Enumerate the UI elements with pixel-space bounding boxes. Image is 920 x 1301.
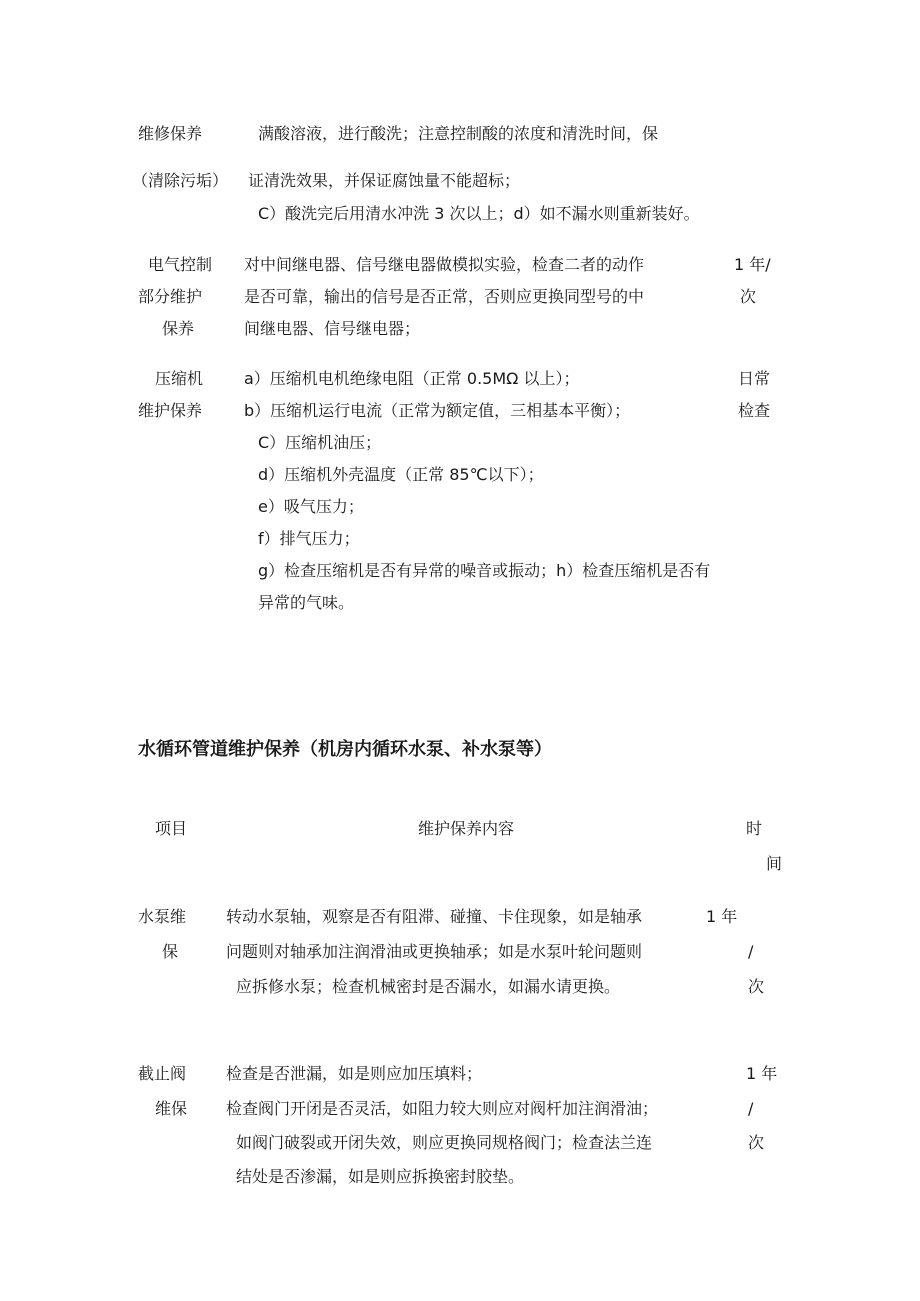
compressor-item: e）吸气压力； [258, 497, 364, 516]
electrical-content: 间继电器、信号继电器； [244, 319, 421, 338]
valve-content: 如阀门破裂或开闭失效，则应更换同规格阀门；检查法兰连 [236, 1133, 653, 1152]
compressor-item: 异常的气味。 [258, 593, 355, 612]
compressor-time: 检查 [738, 401, 771, 420]
valve-content: 结处是否渗漏，如是则应拆换密封胶垫。 [236, 1167, 525, 1186]
compressor-time: 日常 [738, 369, 771, 388]
valve-content: 检查阀门开闭是否灵活，如阻力较大则应对阀杆加注润滑油； [226, 1099, 659, 1118]
pump-time: 次 [748, 977, 765, 996]
valve-time: 1 年 [746, 1064, 778, 1083]
valve-time: / [748, 1099, 754, 1118]
header-item: 项目 [155, 819, 188, 838]
pump-content: 转动水泵轴，观察是否有阻滞、碰撞、卡住现象，如是轴承 [226, 907, 643, 926]
compressor-item: b）压缩机运行电流（正常为额定值，三相基本平衡）； [244, 401, 631, 420]
row-content: C）酸洗完后用清水冲洗 3 次以上；d）如不漏水则重新装好。 [258, 204, 700, 223]
compressor-item: a）压缩机电机绝缘电阻（正常 0.5MΩ 以上）； [244, 369, 580, 388]
valve-label: 截止阀 [138, 1064, 187, 1083]
pump-content: 问题则对轴承加注润滑油或更换轴承；如是水泵叶轮问题则 [226, 942, 643, 961]
compressor-item: f）排气压力； [258, 529, 360, 548]
compressor-label: 压缩机 [155, 369, 204, 388]
compressor-item: g）检查压缩机是否有异常的噪音或振动；h）检查压缩机是否有 [258, 561, 711, 580]
section-heading: 水循环管道维护保养（机房内循环水泵、补水泵等） [138, 739, 552, 760]
pump-time: / [748, 942, 754, 961]
row-content: 证清洗效果，并保证腐蚀量不能超标； [248, 171, 521, 190]
compressor-item: C）压缩机油压； [258, 433, 382, 452]
electrical-label: 部分维护 [138, 287, 203, 306]
row-label-scale-removal: （清除污垢） [132, 171, 229, 190]
header-time: 间 [766, 854, 783, 873]
pump-content: 应拆修水泵；检查机械密封是否漏水，如漏水请更换。 [236, 977, 621, 996]
header-time: 时 [746, 819, 763, 838]
row-content: 满酸溶液，进行酸洗；注意控制酸的浓度和清洗时间，保 [258, 124, 659, 143]
pump-time: 1 年 [706, 907, 738, 926]
electrical-time: 1 年/ [734, 255, 771, 274]
electrical-time: 次 [740, 287, 757, 306]
row-label-maintenance: 维修保养 [138, 124, 203, 143]
header-content: 维护保养内容 [418, 819, 515, 838]
electrical-label: 电气控制 [148, 255, 213, 274]
electrical-content: 是否可靠，输出的信号是否正常，否则应更换同型号的中 [244, 287, 645, 306]
compressor-item: d）压缩机外壳温度（正常 85℃以下）； [258, 465, 544, 484]
valve-time: 次 [748, 1133, 765, 1152]
electrical-content: 对中间继电器、信号继电器做模拟实验，检查二者的动作 [244, 255, 645, 274]
compressor-label: 维护保养 [138, 401, 203, 420]
valve-content: 检查是否泄漏，如是则应加压填料； [226, 1064, 483, 1083]
pump-label: 水泵维 [138, 907, 187, 926]
electrical-label: 保养 [162, 319, 195, 338]
pump-label: 保 [162, 942, 179, 961]
valve-label: 维保 [155, 1099, 188, 1118]
